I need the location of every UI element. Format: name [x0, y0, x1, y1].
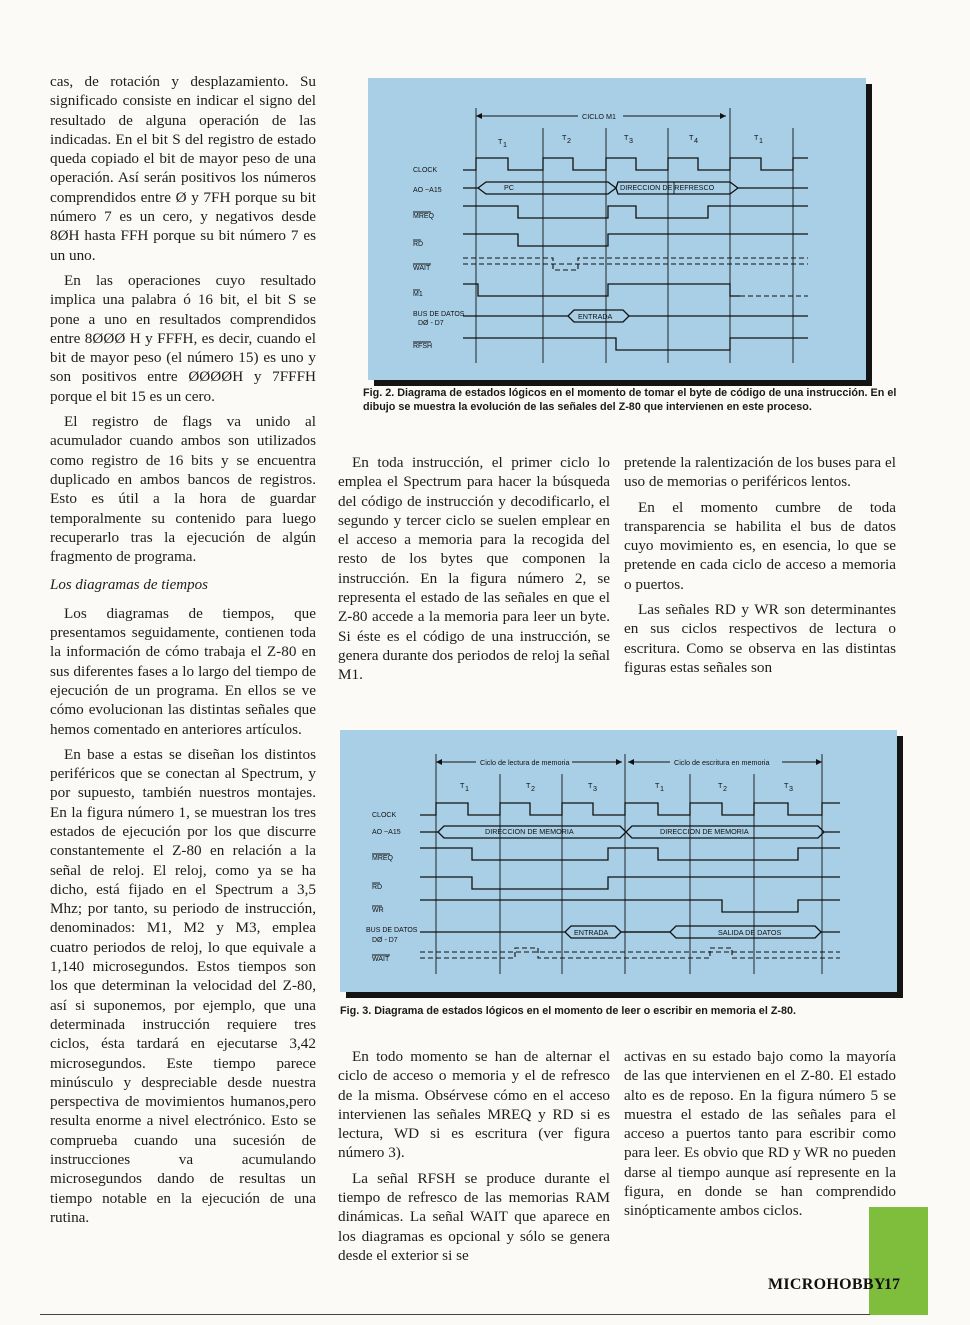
svg-text:T: T [689, 133, 694, 142]
fig3-read-cycle-label: Ciclo de lectura de memoria [480, 758, 570, 767]
svg-text:1: 1 [465, 784, 469, 793]
fig2-t1-label: T [498, 137, 503, 146]
paragraph: En toda instrucción, el primer ciclo lo emplea el Spectrum para hacer la búsqueda del código de instrucción y decodificarlo, el segundo y tercer ciclo se suelen emplear en el acceso a memoria para la recogida del resto de los bytes que componen la instrucción. En la figura número 2, se representa el estado de las señales en que el Z-80 accede a la memoria para leer un byte. Si éste es el código de una instrucción, se genera durante dos periodos de reloj la señal M1. [338, 454, 610, 684]
svg-text:T: T [718, 781, 723, 790]
svg-text:1: 1 [660, 784, 664, 793]
fig2-signal-rd: RD [413, 241, 424, 248]
fig2-data-in-label: ENTRADA [578, 312, 613, 321]
fig3-signal-wait: WAIT [372, 956, 390, 963]
fig3-data-out-label: SALIDA DE DATOS [718, 928, 782, 937]
svg-text:1: 1 [503, 140, 507, 149]
left-column [50, 72, 316, 1233]
fig3-signal-bus-bits: DØ - D7 [372, 937, 398, 944]
fig2-signal-m1: M1 [413, 291, 423, 298]
paragraph: pretende la ralentización de los buses para el uso de memorias o periféricos lentos. [624, 454, 896, 491]
fig3-caption: Fig. 3. Diagrama de estados lógicos en el momento de leer o escribir en memoria el Z-80. [340, 1005, 797, 1017]
fig3-address-label-1: DIRECCION DE MEMORIA [485, 827, 574, 836]
svg-text:T: T [624, 133, 629, 142]
fig2-signal-mreq: MREQ [413, 213, 434, 220]
svg-text:2: 2 [531, 784, 535, 793]
svg-text:T: T [784, 781, 789, 790]
fig2-signal-address: AO ~A15 [413, 187, 442, 194]
fig2-svg [368, 78, 866, 380]
right-column-top [624, 453, 896, 683]
paragraph: La señal RFSH se produce durante el tiempo de refresco de las memorias RAM dinámicas. La señal WAIT que aparece en los diagramas es opcional y sólo se genera desde el exterior si se [338, 1169, 610, 1264]
middle-column-bottom [338, 1047, 610, 1271]
svg-text:T: T [526, 781, 531, 790]
green-page-tab [869, 1207, 928, 1315]
paragraph: En las operaciones cuyo resultado implica una palabra ó 16 bit, el bit S se pone a uno en resultados comprendidos entre 8ØØØ H y FFFH, es decir, cuando el bit de mayor peso (el número 15) es uno y son positivos entre ØØØØH y 7FFFH porque el bit 15 es un cero. [50, 271, 316, 405]
fig3-signal-clock: CLOCK [372, 812, 397, 819]
fig2-signal-rfsh: RFSH [413, 343, 433, 350]
fig3-address-label-2: DIRECCION DE MEMORIA [660, 827, 749, 836]
fig3-signal-mreq: MREQ [372, 855, 393, 862]
paragraph: Los diagramas de tiempos, que presentamos seguidamente, contienen toda la información de cómo trabaja el Z-80 en sus diferentes fases a lo largo del tiempo de ejecución de un programa. En ellos se ve cómo evolucionan las distintas señales que hemos comentado en anteriores artículos. [50, 604, 316, 738]
fig3-signal-bus: BUS DE DATOS [366, 927, 418, 934]
fig3-write-cycle-label: Ciclo de escritura en memoria [674, 758, 770, 767]
right-column-bottom [624, 1047, 896, 1227]
footer-rule [40, 1314, 870, 1315]
fig2-signal-bus-bits: DØ - D7 [418, 320, 444, 327]
fig2-cycle-label: CICLO M1 [582, 112, 616, 121]
section-heading: Los diagramas de tiempos [50, 577, 208, 594]
paragraph: cas, de rotación y desplazamiento. Su significado consiste en indicar el signo del resultado de alguna operación de las indicadas. En el bit S del registro de estado queda copiado el bit de mayor peso de una operación. Así serán positivos los números comprendidos entre Ø y 7FH porque su bit número 7 es un cero, y negativos desde 8ØH hasta FFH porque su bit número 7 es un uno. [50, 73, 316, 264]
fig2-refresh-label: DIRECCION DE REFRESCO [620, 183, 715, 192]
svg-text:4: 4 [694, 136, 698, 145]
svg-text:3: 3 [593, 784, 597, 793]
fig3-signal-address: AO ~A15 [372, 829, 401, 836]
svg-text:T: T [562, 133, 567, 142]
svg-text:T: T [655, 781, 660, 790]
fig2-signal-bus: BUS DE DATOS [413, 311, 465, 318]
svg-text:1: 1 [759, 136, 763, 145]
paragraph: En el momento cumbre de toda transparencia se habilita el bus de datos cuyo movimiento es, en esencia, lo que se pretende en cada ciclo de acceso a memoria o puertos. [624, 498, 896, 593]
svg-text:T: T [460, 781, 465, 790]
fig2-signal-wait: WAIT [413, 265, 431, 272]
fig2-signal-clock: CLOCK [413, 167, 438, 174]
svg-text:T: T [588, 781, 593, 790]
paragraph: En todo momento se han de alternar el ciclo de acceso o memoria y el de refresco de la misma. Obsérvese cómo en el acceso intervienen las señales MREQ y RD si es lectura, WD si es escritura (ver figura número 3). [338, 1048, 610, 1162]
fig3-signal-rd: RD [372, 884, 383, 891]
fig2-pc-label: PC [504, 183, 514, 192]
middle-column-top [338, 453, 610, 691]
fig3-timing-diagram [340, 730, 897, 992]
svg-text:T: T [754, 133, 759, 142]
fig2-caption: Fig. 2. Diagrama de estados lógicos en el momento de tomar el byte de código de una instrucción. En el dibujo se muestra la evolución de las señales del Z-80 que intervienen en este proceso. [363, 387, 897, 413]
paragraph: Las señales RD y WR son determinantes en sus ciclos respectivos de lectura o escritura. Como se observa en las distintas figuras estas señales son [624, 601, 896, 676]
fig3-data-in-label: ENTRADA [574, 928, 609, 937]
paragraph: En base a estas se diseñan los distintos periféricos que se conectan al Spectrum, y por supuesto, también nuestros montajes. En la figura número 1, se muestran los tres estados de ejecución por los que discurre constantemente el Z-80 en relación a la señal de reloj. El reloj, como ya se ha dicho, está fijado en el Spectrum a 3,5 Mhz; por tanto, su periodo de instrucción, denominados: M1, M2 y M3, emplea cuatro periodos de reloj, lo que equivale a 1,140 microsegundos. Estos tiempos son los que determinan la velocidad del Z-80, así si suponemos, por ejemplo, que una determinada instrucción requiere tres ciclos, ésta tardará en ejecutarse 3,42 microsegundos. Este tiempo parece minúsculo y despreciable desde nuestra perspectiva de movimientos humanos,pero resulta enorme a nivel electrónico. Esto se comprueba cuando una sucesión de instrucciones va acumulando microsegundos dando de resultas un tiempo notable en la ejecución de una rutina. [50, 745, 316, 1226]
magazine-brand: MICROHOBBY [768, 1276, 886, 1293]
svg-text:3: 3 [629, 136, 633, 145]
page-number: 17 [884, 1276, 900, 1293]
fig3-svg [340, 730, 897, 992]
svg-text:3: 3 [789, 784, 793, 793]
svg-text:2: 2 [567, 136, 571, 145]
paragraph: activas en su estado bajo como la mayoría de las que intervienen en el Z-80. El estado alto es de reposo. En la figura número 5 se muestra el estado de las señales para el acceso a puertos tanto para escribir como para leer. Es obvio que RD y WR no pueden darse al tiempo aunque así represente en la figura, en donde se han comprendido sinópticamente ambos ciclos. [624, 1048, 896, 1220]
paragraph: El registro de flags va unido al acumulador cuando ambos son utilizados como registro de 16 bits y se encuentra duplicado en ambos bancos de registros. Esto es útil a la hora de guardar temporalmente su contenido para luego recuperarlo tras la ejecución de algún fragmento de programa. [50, 413, 316, 566]
fig3-signal-wr: WR [372, 907, 384, 914]
fig2-timing-diagram [368, 78, 866, 380]
svg-text:2: 2 [723, 784, 727, 793]
